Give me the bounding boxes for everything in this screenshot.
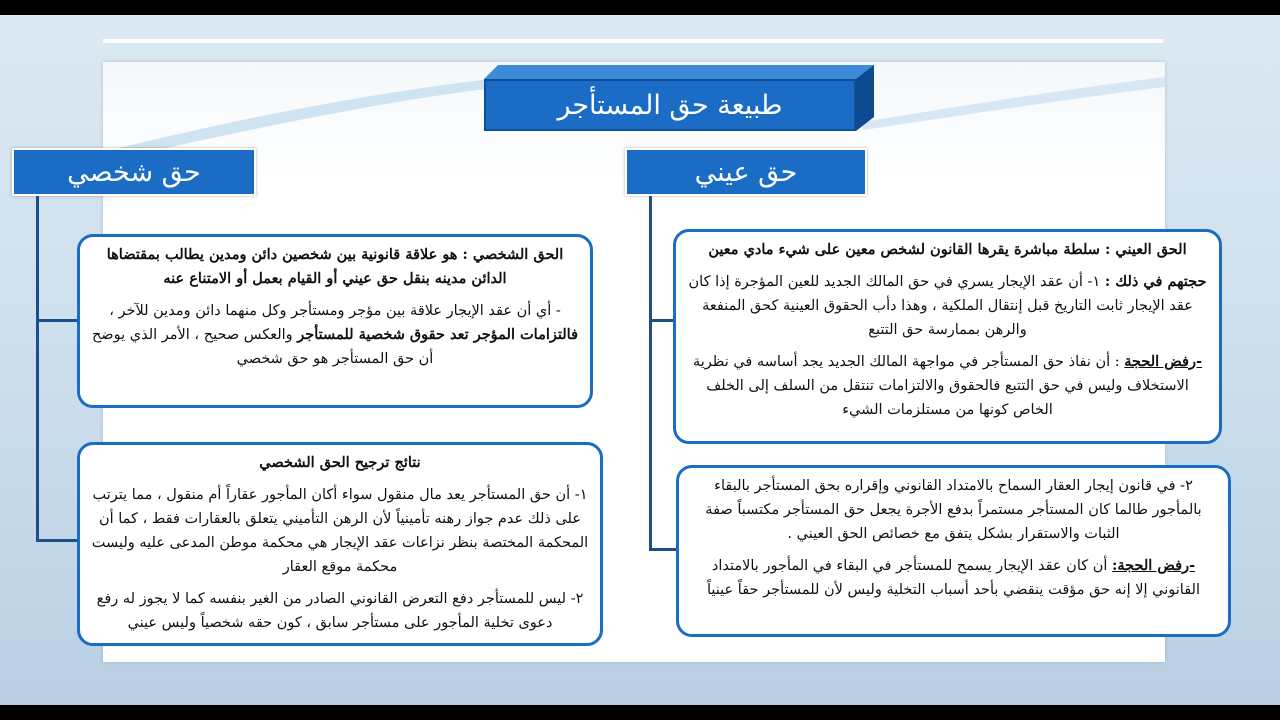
argument-text: ٢- في قانون إيجار العقار السماح بالامتداد القانوني وإقراره بحق المستأجر بالبقاء بالمأجور طالما كان المستأجر مستمراً بدفع الأجرة يجعل حق المستأجر مكتسباً صفة الثبات والاستقرار بشكل يتفق مع خصائص الحق العيني . [705,478,1202,542]
heading-personal-right: حق شخصي [12,148,256,196]
divider [103,39,1163,43]
explanation-text: - أي أن عقد الإيجار علاقة بين مؤجر ومستأجر وكل منهما دائن ومدين للآخر ، [109,303,561,319]
personal-definition-box [77,234,593,408]
connector-line [36,319,78,322]
rebuttal-label: -رفض الحجة [1124,353,1202,370]
definition-text: الحق العيني : سلطة مباشرة يقرها القانون لشخص معين على شيء مادي معين [708,241,1187,258]
rebuttal-text: أن كان عقد الإيجار يسمح للمستأجر في البقاء في المأجور بالامتداد القانوني إلا إنه حق مؤقت ينقضي بأحد أسباب التخلية وليس لأن للمستأجر حقاً عينياً [707,558,1200,598]
page-title: طبيعة حق المستأجر [484,79,856,131]
connector-line [36,196,39,541]
rebuttal-label: -رفض الحجة: [1112,557,1196,574]
emphasis-text: فالتزامات المؤجر تعد حقوق شخصية للمستأجر [297,326,579,343]
connector-line [649,548,677,551]
connector-line [36,539,78,542]
real-second-box [676,465,1231,637]
title-box [484,65,859,131]
real-definition-box [673,229,1222,444]
result-item: ١- أن حق المستأجر يعد مال منقول سواء أكان المأجور عقاراً أم منقول ، مما يترتب على ذلك عدم جواز رهنه تأمينياً لأن الرهن التأميني يتعلق بالعقارات فقط ، كما أن المحكمة المختصة بنظر نزاعات عقد الإيجار هي محكمة موطن المدعى عليه وليست محكمة موقع العقار [91,487,589,575]
connector-line [649,196,652,551]
heading-real-right: حق عيني [625,148,867,196]
rebuttal-text: : أن نفاذ حق المستأجر في مواجهة المالك الجديد يجد أساسه في نظرية الاستخلاف وليس في حق التتبع فالحقوق والالتزامات تنتقل من السلف إلى الخلف الخاص كونها من مستلزمات الشيء [693,354,1189,418]
connector-line [649,319,675,322]
result-item: ٢- ليس للمستأجر دفع التعرض القانوني الصادر من الغير بنفسه كما لا يجوز له رفع دعوى تخلية المأجور على مستأجر سابق ، كون حقه شخصياً وليس عيني [96,591,584,631]
results-heading: نتائج ترجيح الحق الشخصي [259,454,421,471]
argument-text: ١- أن عقد الإيجار يسري في حق المالك الجديد للعين المؤجرة إذا كان عقد الإيجار ثابت التاريخ قبل إنتقال الملكية ، وهذا دأب الحقوق العينية كحق المنفعة والرهن بممارسة حق التتبع [688,274,1193,338]
argument-label: حجتهم في ذلك : [1104,273,1207,290]
slide [0,15,1280,705]
definition-text: الحق الشخصي : هو علاقة قانونية بين شخصين دائن ومدين يطالب بمقتضاها الدائن مدينه بنقل حق عيني أو القيام بعمل أو الامتناع عنه [106,246,564,287]
personal-results-box [77,442,603,646]
explanation-text: والعكس صحيح ، الأمر الذي يوضح أن حق المستأجر هو حق شخصي [91,327,434,367]
